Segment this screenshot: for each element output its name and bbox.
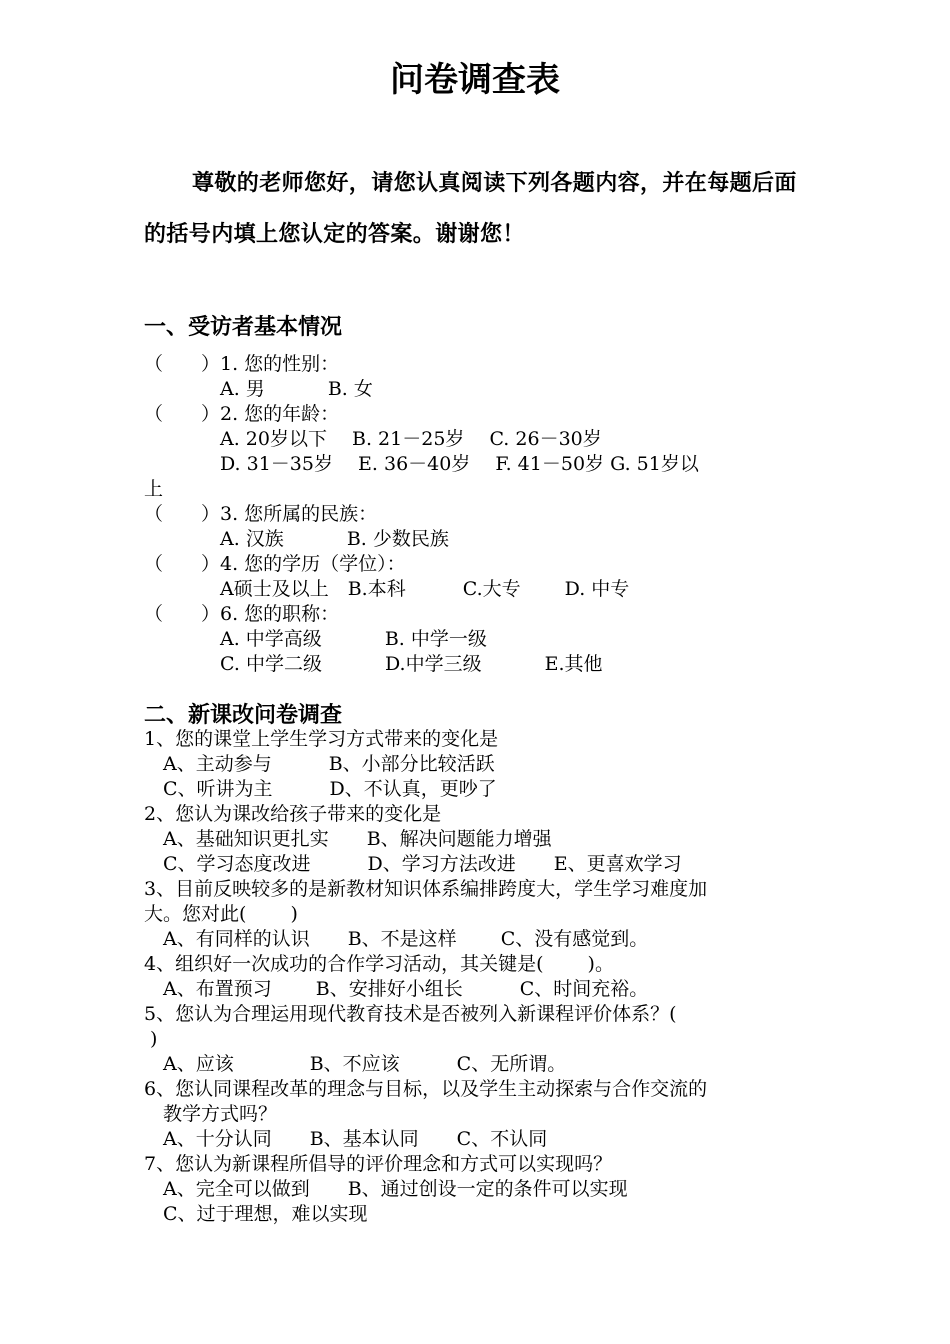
option-line: A、完全可以做到 B、通过创设一定的条件可以实现 [144, 1178, 628, 1200]
question-line: 4、组织好一次成功的合作学习活动，其关键是( )。 [144, 953, 614, 975]
option-line: C. 中学二级 D.中学三级 E.其他 [144, 653, 603, 675]
question-line: （ ）3. 您所属的民族： [144, 503, 378, 525]
question-line: 1、您的课堂上学生学习方式带来的变化是 [144, 728, 499, 750]
question-line-wrap: 教学方式吗？ [144, 1103, 278, 1125]
option-line: A硕士及以上 B.本科 C.大专 D. 中专 [144, 578, 630, 600]
document-title: 问卷调查表 [390, 60, 560, 100]
option-line: A. 汉族 B. 少数民族 [144, 528, 449, 550]
option-line: A、布置预习 B、安排好小组长 C、时间充裕。 [144, 978, 649, 1000]
option-line: C、过于理想，难以实现 [144, 1203, 368, 1225]
question-line: （ ）1. 您的性别： [144, 353, 340, 375]
option-line-wrap: 上 [144, 478, 164, 500]
option-line: A、十分认同 B、基本认同 C、不认同 [144, 1128, 548, 1150]
option-line: A、有同样的认识 B、不是这样 C、没有感觉到。 [144, 928, 649, 950]
question-line: 5、您认为合理运用现代教育技术是否被列入新课程评价体系？( [144, 1003, 677, 1025]
option-line: A. 中学高级 B. 中学一级 [144, 628, 487, 650]
question-line: 7、您认为新课程所倡导的评价理念和方式可以实现吗？ [144, 1153, 613, 1175]
option-line: D. 31－35岁 E. 36－40岁 F. 41－50岁 G. 51岁以 [144, 453, 699, 475]
section1-heading: 一、受访者基本情况 [144, 315, 343, 340]
question-line: 6、您认同课程改革的理念与目标，以及学生主动探索与合作交流的 [144, 1078, 708, 1100]
option-line: A、应该 B、不应该 C、无所谓。 [144, 1053, 567, 1075]
intro-paragraph: 尊敬的老师您好，请您认真阅读下列各题内容，并在每题后面的括号内填上您认定的答案。谢谢您！ [144, 171, 797, 247]
question-line: 2、您认为课改给孩子带来的变化是 [144, 803, 442, 825]
option-line: C、学习态度改进 D、学习方法改进 E、更喜欢学习 [144, 853, 682, 875]
section2-heading: 二、新课改问卷调查 [144, 703, 343, 728]
option-line: C、听讲为主 D、不认真，更吵了 [144, 778, 497, 800]
question-line: （ ）6. 您的职称： [144, 603, 340, 625]
option-line: A、基础知识更扎实 B、解决问题能力增强 [144, 828, 552, 850]
question-line-wrap: 大。您对此( ) [144, 903, 298, 925]
question-line: （ ）4. 您的学历（学位）： [144, 553, 406, 575]
option-line: A、主动参与 B、小部分比较活跃 [144, 753, 495, 775]
question-line: 3、目前反映较多的是新教材知识体系编排跨度大，学生学习难度加 [144, 878, 708, 900]
option-line: A. 男 B. 女 [144, 378, 373, 400]
question-line-wrap: ) [144, 1028, 158, 1050]
option-line: A. 20岁以下 B. 21－25岁 C. 26－30岁 [144, 428, 602, 450]
question-line: （ ）2. 您的年龄： [144, 403, 340, 425]
